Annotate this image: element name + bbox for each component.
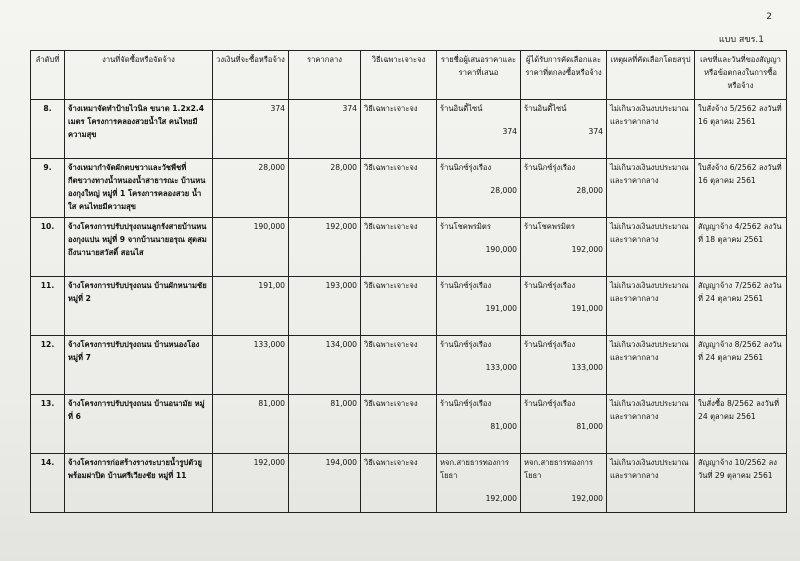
- contract-reference: สัญญาจ้าง 4/2562 ลงวันที่ 18 ตุลาคม 2561: [695, 218, 787, 277]
- column-header: ลำดับที่: [31, 51, 65, 100]
- row-number: 8.: [31, 100, 65, 159]
- median-price: 193,000: [289, 277, 361, 336]
- budget-amount: 374: [213, 100, 289, 159]
- selection-reason: ไม่เกินวงเงินงบประมาณและราคากลาง: [607, 395, 695, 454]
- row-number: 13.: [31, 395, 65, 454]
- table-row: [31, 395, 787, 454]
- procurement-method: วิธีเฉพาะเจาะจง: [361, 159, 437, 218]
- bid-price: 374: [502, 127, 517, 136]
- winner-price: 28,000: [576, 186, 603, 195]
- winner-name: หจก.สายธารทองการโยธา: [524, 458, 594, 480]
- column-header: เหตุผลที่คัดเลือกโดยสรุป: [607, 51, 695, 100]
- winner-price: 81,000: [576, 422, 603, 431]
- contract-reference: ใบสั่งจ้าง 6/2562 ลงวันที่ 16 ตุลาคม 2561: [695, 159, 787, 218]
- winner-name: ร้านอินดี้ไซน์: [524, 104, 567, 113]
- bid-price: 133,000: [485, 363, 517, 372]
- winner-price: 192,000: [571, 494, 603, 503]
- selection-reason: ไม่เกินวงเงินงบประมาณและราคากลาง: [607, 277, 695, 336]
- winner-name: ร้านนิกซ์รุ่งเรือง: [524, 399, 576, 408]
- bid-price: 192,000: [485, 494, 517, 503]
- bidder-name: ร้านนิกซ์รุ่งเรือง: [440, 163, 492, 172]
- bid-price: 190,000: [485, 245, 517, 254]
- procurement-method: วิธีเฉพาะเจาะจง: [361, 100, 437, 159]
- budget-amount: 28,000: [213, 159, 289, 218]
- selection-reason: ไม่เกินวงเงินงบประมาณและราคากลาง: [607, 454, 695, 513]
- table-row: [31, 336, 787, 395]
- procurement-table: [30, 50, 787, 513]
- contract-reference: สัญญาจ้าง 8/2562 ลงวันที่ 24 ตุลาคม 2561: [695, 336, 787, 395]
- bidder-cell: [437, 395, 521, 454]
- bidder-name: ร้านอินดี้ไซน์: [440, 104, 483, 113]
- table-row: [31, 218, 787, 277]
- row-number: 10.: [31, 218, 65, 277]
- bidder-cell: [437, 336, 521, 395]
- contract-reference: ใบสั่งซื้อ 8/2562 ลงวันที่ 24 ตุลาคม 2561: [695, 395, 787, 454]
- median-price: 134,000: [289, 336, 361, 395]
- bidder-cell: [437, 159, 521, 218]
- procurement-item: จ้างเหมากำจัดผักตบชวาและวัชพืชที่กีดขวางทางน้ำหนองน้ำสาธารณะ บ้านหนองกุงใหญ่ หมู่ที่ 1 โครงการคลองสวย น้ำใส คนไทยมีความสุข: [65, 159, 213, 218]
- procurement-item: จ้างโครงการปรับปรุงถนน บ้านหนองโอง หมู่ที่ 7: [65, 336, 213, 395]
- procurement-item: จ้างโครงการปรับปรุงถนน บ้านอนามัย หมู่ที่ 6: [65, 395, 213, 454]
- contract-reference: ใบสั่งจ้าง 5/2562 ลงวันที่ 16 ตุลาคม 2561: [695, 100, 787, 159]
- column-header: ราคากลาง: [289, 51, 361, 100]
- bidder-name: ร้านโชคพรมิตร: [440, 222, 491, 231]
- table-row: [31, 100, 787, 159]
- procurement-method: วิธีเฉพาะเจาะจง: [361, 277, 437, 336]
- page-number: 2: [766, 12, 772, 22]
- winner-cell: [521, 336, 607, 395]
- bidder-name: ร้านนิกซ์รุ่งเรือง: [440, 340, 492, 349]
- budget-amount: 190,000: [213, 218, 289, 277]
- bid-price: 191,000: [485, 304, 517, 313]
- table-row: [31, 159, 787, 218]
- contract-reference: สัญญาจ้าง 7/2562 ลงวันที่ 24 ตุลาคม 2561: [695, 277, 787, 336]
- row-number: 9.: [31, 159, 65, 218]
- selection-reason: ไม่เกินวงเงินงบประมาณและราคากลาง: [607, 218, 695, 277]
- row-number: 11.: [31, 277, 65, 336]
- winner-cell: [521, 100, 607, 159]
- procurement-method: วิธีเฉพาะเจาะจง: [361, 395, 437, 454]
- median-price: 192,000: [289, 218, 361, 277]
- bid-price: 28,000: [490, 186, 517, 195]
- winner-cell: [521, 395, 607, 454]
- procurement-item: จ้างโครงการก่อสร้างรางระบายน้ำรูปตัวยูพร้อมฝาปิด บ้านศรีเวียงชัย หมู่ที่ 11: [65, 454, 213, 513]
- bid-price: 81,000: [490, 422, 517, 431]
- winner-price: 192,000: [571, 245, 603, 254]
- budget-amount: 192,000: [213, 454, 289, 513]
- median-price: 194,000: [289, 454, 361, 513]
- winner-cell: [521, 159, 607, 218]
- column-header: ผู้ได้รับการคัดเลือกและราคาที่ตกลงซื้อหรือจ้าง: [521, 51, 607, 100]
- winner-cell: [521, 454, 607, 513]
- contract-reference: สัญญาจ้าง 10/2562 ลงวันที่ 29 ตุลาคม 2561: [695, 454, 787, 513]
- winner-name: ร้านนิกซ์รุ่งเรือง: [524, 281, 576, 290]
- procurement-method: วิธีเฉพาะเจาะจง: [361, 336, 437, 395]
- selection-reason: ไม่เกินวงเงินงบประมาณและราคากลาง: [607, 336, 695, 395]
- bidder-cell: [437, 100, 521, 159]
- winner-name: ร้านนิกซ์รุ่งเรือง: [524, 163, 576, 172]
- budget-amount: 191,00: [213, 277, 289, 336]
- column-header: วิธีเฉพาะเจาะจง: [361, 51, 437, 100]
- budget-amount: 133,000: [213, 336, 289, 395]
- column-header: รายชื่อผู้เสนอราคาและราคาที่เสนอ: [437, 51, 521, 100]
- budget-amount: 81,000: [213, 395, 289, 454]
- procurement-item: จ้างโครงการปรับปรุงถนนลูกรังสายบ้านหนองกุงแปน หมู่ที่ 9 จากบ้านนายอรุณ สุดสม ถึงนานายสวัสดิ์ สอนไส: [65, 218, 213, 277]
- table-row: [31, 454, 787, 513]
- bidder-name: หจก.สายธารทองการโยธา: [440, 458, 510, 480]
- table-row: [31, 277, 787, 336]
- bidder-name: ร้านนิกซ์รุ่งเรือง: [440, 399, 492, 408]
- selection-reason: ไม่เกินวงเงินงบประมาณและราคากลาง: [607, 159, 695, 218]
- row-number: 14.: [31, 454, 65, 513]
- selection-reason: ไม่เกินวงเงินงบประมาณและราคากลาง: [607, 100, 695, 159]
- form-code: แบบ สขร.1: [718, 35, 764, 45]
- procurement-item: จ้างโครงการปรับปรุงถนน บ้านผักหนามชัย หมู่ที่ 2: [65, 277, 213, 336]
- median-price: 28,000: [289, 159, 361, 218]
- winner-name: ร้านโชคพรมิตร: [524, 222, 575, 231]
- bidder-cell: [437, 277, 521, 336]
- bidder-cell: [437, 218, 521, 277]
- table-body: [31, 100, 787, 513]
- bidder-name: ร้านนิกซ์รุ่งเรือง: [440, 281, 492, 290]
- column-header: งานที่จัดซื้อหรือจัดจ้าง: [65, 51, 213, 100]
- column-header: เลขที่และวันที่ของสัญญาหรือข้อตกลงในการซื้อหรือจ้าง: [695, 51, 787, 100]
- winner-price: 374: [588, 127, 603, 136]
- median-price: 374: [289, 100, 361, 159]
- procurement-item: จ้างเหมาจัดทำป้ายไวนิล ขนาด 1.2x2.4 เมตร โครงการคลองสวยน้ำใส คนไทยมีความสุข: [65, 100, 213, 159]
- row-number: 12.: [31, 336, 65, 395]
- bidder-cell: [437, 454, 521, 513]
- winner-name: ร้านนิกซ์รุ่งเรือง: [524, 340, 576, 349]
- winner-price: 133,000: [571, 363, 603, 372]
- winner-cell: [521, 277, 607, 336]
- winner-price: 191,000: [571, 304, 603, 313]
- table-header-row: [31, 51, 787, 100]
- winner-cell: [521, 218, 607, 277]
- procurement-method: วิธีเฉพาะเจาะจง: [361, 218, 437, 277]
- column-header: วงเงินที่จะซื้อหรือจ้าง: [213, 51, 289, 100]
- procurement-method: วิธีเฉพาะเจาะจง: [361, 454, 437, 513]
- median-price: 81,000: [289, 395, 361, 454]
